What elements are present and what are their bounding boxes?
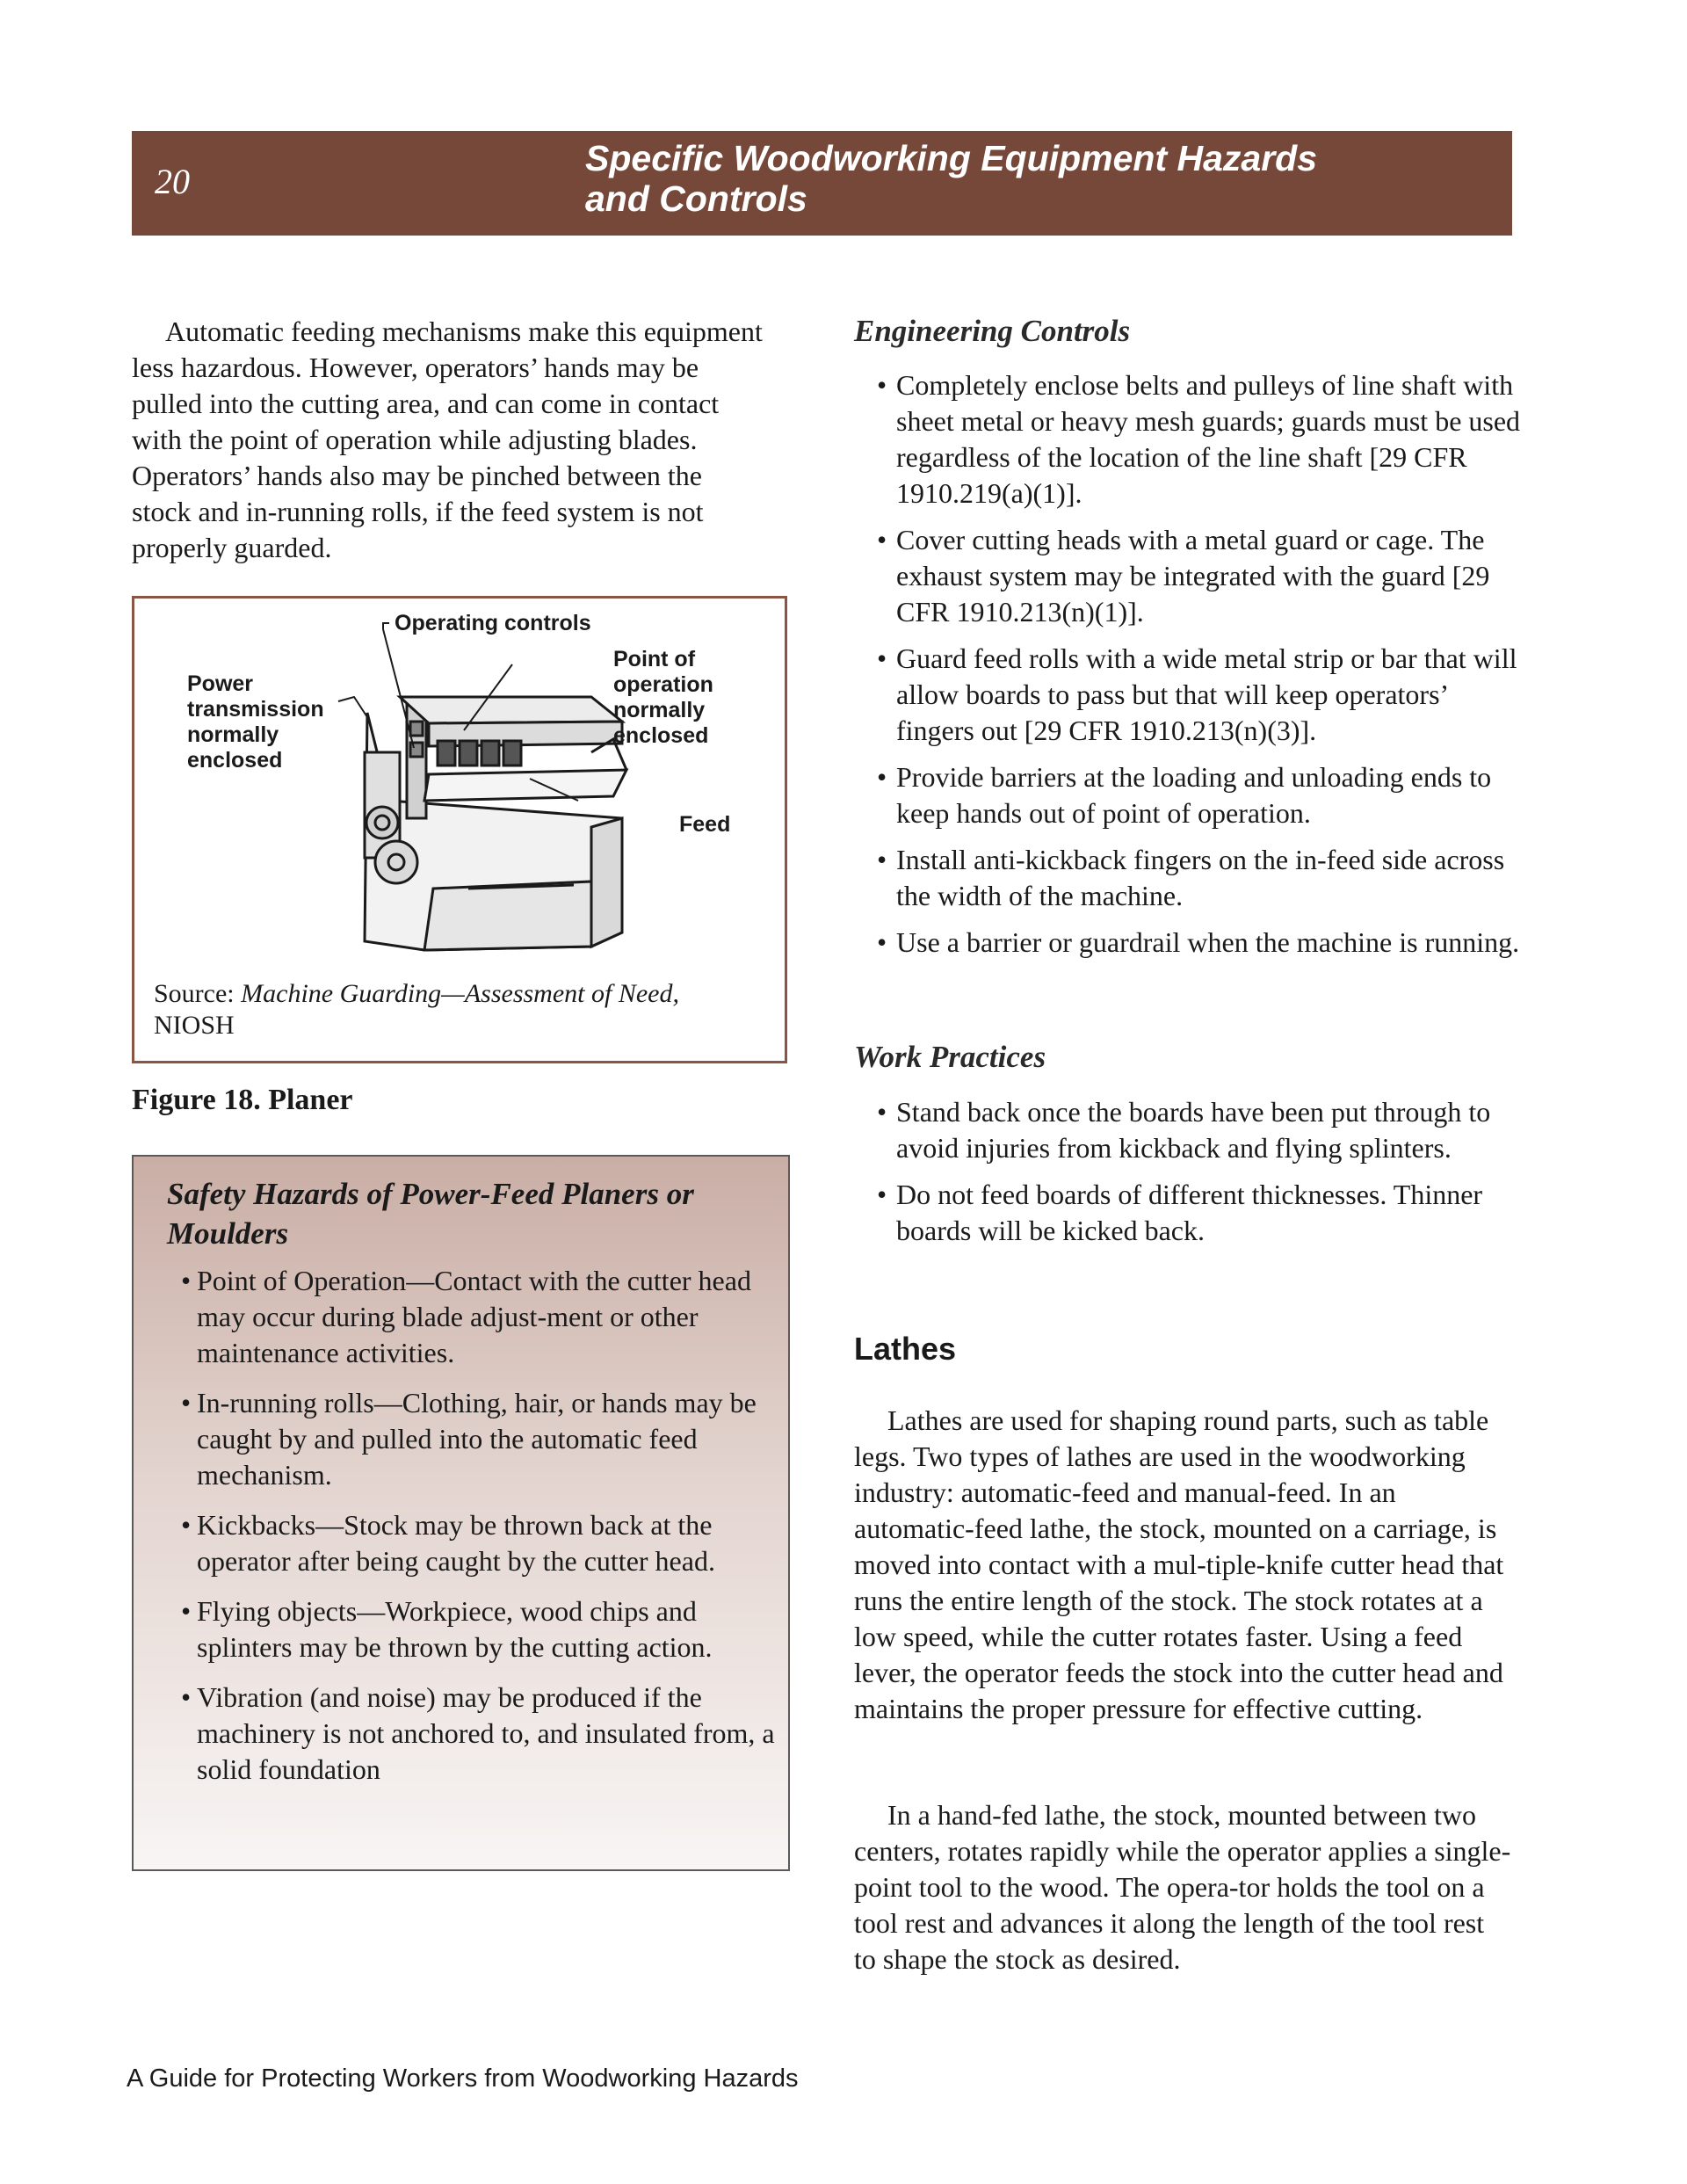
work-practices-heading: Work Practices bbox=[854, 1040, 1046, 1074]
section-title bbox=[585, 138, 1499, 219]
section-title-line-2: and Controls bbox=[585, 178, 807, 219]
hazard-title: Safety Hazards of Power-Feed Planers or Moulders bbox=[167, 1177, 694, 1251]
engineering-controls-list bbox=[854, 367, 1522, 971]
source-title: Machine Guarding—Assessment of Need, bbox=[241, 979, 679, 1008]
label-power-line-4: enclosed bbox=[187, 748, 283, 773]
source-org: NIOSH bbox=[154, 1011, 235, 1040]
work-practice-item: • Do not feed boards of different thicknesses. Thinner boards will be kicked back. bbox=[854, 1177, 1522, 1249]
figure-source bbox=[154, 978, 751, 1041]
hazard-item: • Vibration (and noise) may be produced if the machinery is not anchored to, and insulated from, a solid foundation bbox=[162, 1680, 777, 1788]
label-point-line-3: normally bbox=[613, 698, 706, 722]
engineering-item: • Cover cutting heads with a metal guard or cage. The exhaust system may be integrated with the guard [29 CFR 1910.213(n)(1)]. bbox=[854, 522, 1522, 630]
engineering-item: • Install anti-kickback fingers on the in-feed side across the width of the machine. bbox=[854, 842, 1522, 914]
label-power-line-2: transmission bbox=[187, 697, 324, 722]
engineering-item: • Guard feed rolls with a wide metal strip or bar that will allow boards to pass but that will keep operators’ fingers out [29 CFR 1910.213(n)(3)]. bbox=[854, 641, 1522, 749]
work-practice-item: • Stand back once the boards have been put through to avoid injuries from kickback and flying splinters. bbox=[854, 1094, 1522, 1166]
hazard-item: • Flying objects—Workpiece, wood chips and splinters may be thrown by the cutting action. bbox=[162, 1593, 777, 1665]
label-point-line-4: enclosed bbox=[613, 723, 709, 748]
lathes-paragraph-1: Lathes are used for shaping round parts, such as table legs. Two types of lathes are used in the woodworking industry: automatic-feed and manual-feed. In an automatic-feed lathe, the stock, mounted on a carriage, is moved into contact with a mul-tiple-knife cutter head that runs the entire length of the stock. The stock rotates at a low speed, while the cutter rotates faster. Using a feed lever, the operator feeds the stock into the cutter head and maintains the proper pressure for effective cutting. bbox=[854, 1404, 1504, 1724]
label-point-of-operation bbox=[613, 647, 713, 749]
engineering-item: • Provide barriers at the loading and unloading ends to keep hands out of point of operation. bbox=[854, 759, 1522, 831]
engineering-item: • Use a barrier or guardrail when the machine is running. bbox=[854, 925, 1522, 961]
work-practices-list bbox=[854, 1094, 1522, 1259]
hazard-sidebar bbox=[132, 1155, 790, 1871]
source-prefix: Source: bbox=[154, 979, 242, 1008]
label-operating-controls: Operating controls bbox=[395, 611, 591, 635]
label-feed: Feed bbox=[679, 812, 731, 837]
engineering-item: • Completely enclose belts and pulleys of line shaft with sheet metal or heavy mesh guards; guards must be used regardless of the location of the line shaft [29 CFR 1910.219(a)(1)]. bbox=[854, 367, 1522, 512]
label-point-line-1: Point of bbox=[613, 647, 696, 671]
hazard-list bbox=[162, 1263, 777, 1802]
label-point-line-2: operation bbox=[613, 672, 713, 697]
label-power-transmission bbox=[187, 671, 324, 773]
intro-paragraph: Automatic feeding mechanisms make this equipment less hazardous. However, operators’ hands may be pulled into the cutting area, and can come in contact with the point of operation while adjusting blades. Operators’ hands also may be pinched between the stock and in-running rolls, if the feed system is not properly guarded. bbox=[132, 316, 763, 563]
hazard-item: • In-running rolls—Clothing, hair, or hands may be caught by and pulled into the automatic feed mechanism. bbox=[162, 1385, 777, 1493]
label-power-line-1: Power bbox=[187, 671, 254, 696]
section-title-line-1: Specific Woodworking Equipment Hazards bbox=[585, 138, 1318, 178]
section-header bbox=[132, 131, 1512, 236]
engineering-controls-heading: Engineering Controls bbox=[854, 314, 1131, 348]
page-number: 20 bbox=[155, 162, 190, 201]
lathes-heading: Lathes bbox=[854, 1331, 957, 1367]
planer-figure bbox=[132, 596, 787, 1063]
hazard-item: • Point of Operation—Contact with the cutter head may occur during blade adjust-ment or other maintenance activities. bbox=[162, 1263, 777, 1371]
figure-caption: Figure 18. Planer bbox=[132, 1084, 353, 1116]
lathes-paragraph-2: In a hand-fed lathe, the stock, mounted between two centers, rotates rapidly while the operator applies a single-point tool to the wood. The opera-tor holds the tool on a tool rest and advances it along the length of the tool rest to shape the stock as desired. bbox=[854, 1799, 1511, 1975]
page-footer: A Guide for Protecting Workers from Woodworking Hazards bbox=[127, 2064, 799, 2093]
hazard-item: • Kickbacks—Stock may be thrown back at the operator after being caught by the cutter head. bbox=[162, 1507, 777, 1579]
label-power-line-3: normally bbox=[187, 722, 279, 747]
